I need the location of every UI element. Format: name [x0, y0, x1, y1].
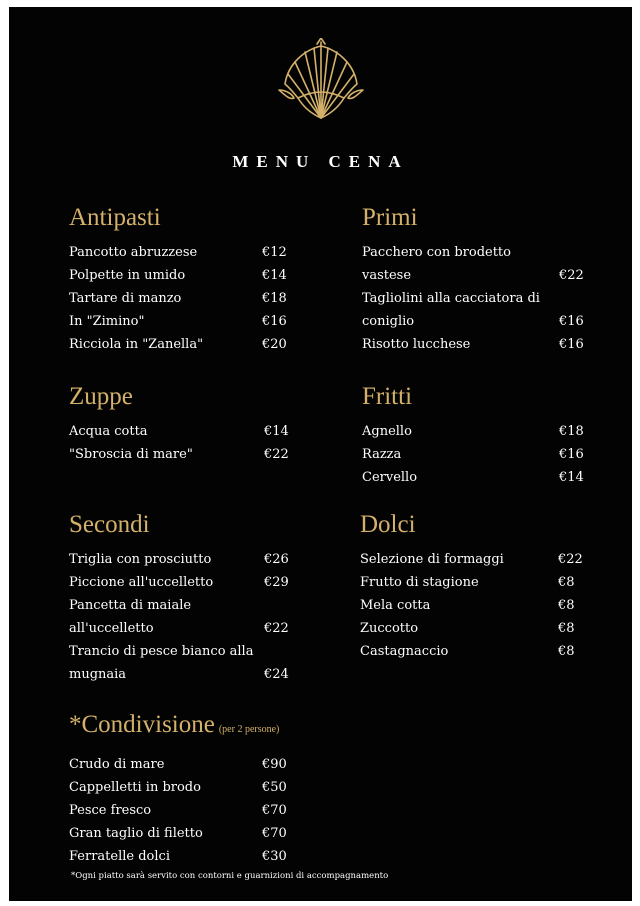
item-price: €22	[264, 447, 289, 462]
item-name: Pesce fresco	[69, 803, 152, 818]
item-name: Piccione all'uccelletto	[69, 575, 214, 590]
menu-item	[360, 617, 590, 640]
item-list	[360, 548, 590, 663]
menu-item	[69, 822, 329, 845]
item-price: €14	[262, 268, 287, 283]
item-price: €16	[559, 314, 584, 329]
item-price: €16	[262, 314, 287, 329]
section-title: Secondi	[69, 511, 150, 538]
menu-item	[69, 845, 329, 868]
item-name: "Sbroscia di mare"	[69, 447, 193, 462]
item-name: Crudo di mare	[69, 757, 165, 772]
menu-item	[69, 594, 299, 617]
item-price: €8	[558, 621, 575, 636]
menu-item	[360, 548, 590, 571]
item-name: all'uccelletto	[69, 621, 154, 636]
menu-item	[360, 640, 590, 663]
scallop-shell-icon	[274, 38, 368, 122]
menu-item	[69, 617, 299, 640]
item-name: Castagnaccio	[360, 644, 449, 659]
item-name: Frutto di stagione	[360, 575, 479, 590]
item-list	[69, 241, 299, 356]
menu-item	[69, 333, 299, 356]
menu-item	[69, 640, 299, 663]
menu-item	[69, 663, 299, 686]
item-price: €29	[264, 575, 289, 590]
item-price: €14	[264, 424, 289, 439]
item-name: Cervello	[362, 470, 418, 485]
menu-item	[69, 287, 299, 310]
item-price: €22	[558, 552, 583, 567]
menu-page	[9, 7, 632, 901]
section-zuppe	[69, 382, 299, 466]
item-name: Pancetta di maiale	[69, 598, 192, 613]
item-name: Cappelletti in brodo	[69, 780, 201, 795]
section-title: Primi	[362, 204, 418, 231]
item-price: €20	[262, 337, 287, 352]
item-price: €26	[264, 552, 289, 567]
item-price: €8	[558, 598, 575, 613]
item-price: €22	[559, 268, 584, 283]
item-name: Triglia con prosciutto	[69, 552, 212, 567]
item-name: Razza	[362, 447, 402, 462]
menu-item	[362, 287, 592, 310]
section-title: *Condivisione	[69, 711, 215, 738]
item-name: Ferratelle dolci	[69, 849, 170, 864]
item-name: Tartare di manzo	[69, 291, 182, 306]
menu-item	[69, 799, 329, 822]
menu-item	[69, 420, 299, 443]
item-price: €18	[559, 424, 584, 439]
item-list	[362, 420, 592, 489]
section-title-row	[69, 710, 329, 745]
item-price: €50	[262, 780, 287, 795]
item-name: vastese	[362, 268, 412, 283]
menu-item	[69, 310, 299, 333]
item-name: Tagliolini alla cacciatora di	[362, 291, 540, 306]
menu-item	[69, 443, 299, 466]
section-secondi	[69, 510, 299, 686]
menu-item	[362, 241, 592, 264]
menu-item	[69, 241, 299, 264]
item-name: Polpette in umido	[69, 268, 186, 283]
item-price: €22	[264, 621, 289, 636]
item-price: €8	[558, 644, 575, 659]
item-price: €12	[262, 245, 287, 260]
item-name: coniglio	[362, 314, 415, 329]
menu-item	[362, 310, 592, 333]
menu-item	[362, 420, 592, 443]
item-list	[69, 548, 299, 686]
menu-title: MENU CENA	[232, 152, 409, 171]
item-price: €24	[264, 667, 289, 682]
item-price: €70	[262, 803, 287, 818]
menu-item	[69, 753, 329, 776]
menu-item	[362, 264, 592, 287]
section-primi	[362, 203, 592, 356]
item-price: €90	[262, 757, 287, 772]
section-note: (per 2 persone)	[218, 724, 280, 735]
item-price: €16	[559, 337, 584, 352]
item-name: In "Zimino"	[69, 314, 145, 329]
item-list	[362, 241, 592, 356]
item-name: Pancotto abruzzese	[69, 245, 198, 260]
menu-item	[360, 571, 590, 594]
section-dolci	[360, 510, 590, 663]
item-price: €18	[262, 291, 287, 306]
item-name: Mela cotta	[360, 598, 431, 613]
footnote: *Ogni piatto sarà servito con contorni e guarnizioni di accompagnamento	[71, 871, 389, 881]
menu-item	[362, 443, 592, 466]
item-name: Ricciola in "Zanella"	[69, 337, 204, 352]
menu-item	[360, 594, 590, 617]
menu-item	[362, 333, 592, 356]
item-name: Zuccotto	[360, 621, 419, 636]
item-price: €70	[262, 826, 287, 841]
item-name: Risotto lucchese	[362, 337, 471, 352]
item-price: €16	[559, 447, 584, 462]
item-name: Gran taglio di filetto	[69, 826, 203, 841]
menu-item	[362, 466, 592, 489]
item-name: Selezione di formaggi	[360, 552, 504, 567]
item-price: €14	[559, 470, 584, 485]
section-title: Dolci	[360, 511, 416, 538]
section-title: Zuppe	[69, 383, 133, 410]
item-name: Agnello	[362, 424, 412, 439]
section-title: Fritti	[362, 383, 413, 410]
item-name: Acqua cotta	[69, 424, 148, 439]
item-name: mugnaia	[69, 667, 127, 682]
item-price: €8	[558, 575, 575, 590]
menu-item	[69, 571, 299, 594]
item-price: €30	[262, 849, 287, 864]
menu-item	[69, 776, 329, 799]
item-list	[69, 753, 329, 868]
section-condivisione	[69, 710, 329, 868]
section-fritti	[362, 382, 592, 489]
section-title: Antipasti	[69, 204, 161, 231]
item-list	[69, 420, 299, 466]
section-antipasti	[69, 203, 299, 356]
menu-item	[69, 264, 299, 287]
menu-item	[69, 548, 299, 571]
item-name: Pacchero con brodetto	[362, 245, 511, 260]
item-name: Trancio di pesce bianco alla	[69, 644, 254, 659]
